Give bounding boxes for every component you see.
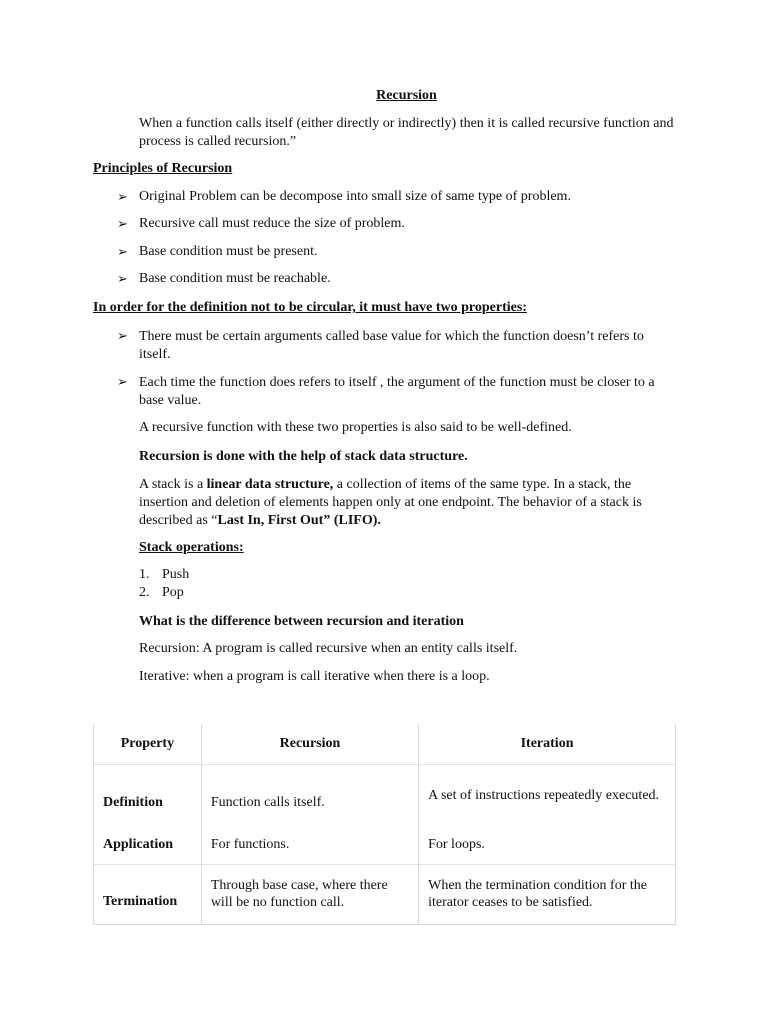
- table-header-row: [94, 724, 676, 764]
- table-cell: A set of instructions repeatedly executed.: [419, 764, 676, 826]
- stack-operations-list: [139, 567, 239, 603]
- row-label: Termination: [94, 864, 202, 924]
- arrow-bullet-icon: ➢: [117, 271, 128, 286]
- intro-paragraph: When a function calls itself (either directly or indirectly) then it is called recursive function and process is called recursion.”: [139, 116, 674, 149]
- table-row: [94, 864, 676, 924]
- list-number: 2.: [139, 585, 150, 600]
- header-recursion: Recursion: [201, 724, 418, 764]
- table-cell: For loops.: [419, 826, 676, 864]
- table-row: [94, 764, 676, 826]
- table-cell: When the termination condition for the iterator ceases to be satisfied.: [419, 864, 676, 924]
- list-item-text: Pop: [162, 585, 184, 600]
- arrow-bullet-icon: ➢: [117, 244, 128, 259]
- arrow-bullet-icon: ➢: [117, 216, 128, 231]
- stack-desc-lifo: Last In, First Out” (LIFO).: [217, 513, 381, 528]
- stack-desc-text: A stack is a: [139, 477, 207, 492]
- list-item-text: Base condition must be present.: [139, 244, 318, 259]
- list-item-text: Push: [162, 567, 190, 582]
- iterative-definition-line: Iterative: when a program is call iterative when there is a loop.: [139, 669, 490, 684]
- table-row: [94, 826, 676, 864]
- arrow-bullet-icon: ➢: [117, 328, 128, 343]
- header-iteration: Iteration: [419, 724, 676, 764]
- list-item-text: Each time the function does refers to itself , the argument of the function must be closer to a base value.: [139, 375, 655, 408]
- difference-heading: What is the difference between recursion and iteration: [139, 614, 464, 629]
- table-cell: Function calls itself.: [201, 764, 418, 826]
- principles-heading: Principles of Recursion: [93, 161, 233, 176]
- row-label: Definition: [94, 764, 202, 826]
- list-item-text: Base condition must be reachable.: [139, 271, 331, 286]
- stack-desc-bold: linear data structure,: [206, 477, 334, 492]
- stack-operations-heading: Stack operations:: [139, 540, 244, 555]
- list-number: 1.: [139, 567, 150, 582]
- row-label: Application: [94, 826, 202, 864]
- comparison-table: [93, 724, 676, 925]
- recursion-definition-line: Recursion: A program is called recursive when an entity calls itself.: [139, 641, 518, 656]
- stack-desc-text-2: a collection of items of the same type. In a stack, the insertion and deletion of elements happen only at one endpoint. The behavior of a stack is described as “: [139, 477, 642, 528]
- well-defined-note: A recursive function with these two properties is also said to be well-defined.: [139, 420, 572, 435]
- header-property: Property: [94, 724, 202, 764]
- list-item-text: There must be certain arguments called base value for which the function doesn’t refers to itself.: [139, 329, 644, 362]
- list-item-text: Original Problem can be decompose into small size of same type of problem.: [139, 189, 571, 204]
- arrow-bullet-icon: ➢: [117, 189, 128, 204]
- stack-statement: Recursion is done with the help of stack data structure.: [139, 449, 468, 464]
- table-cell: Through base case, where there will be no function call.: [201, 864, 418, 924]
- page-title: Recursion: [376, 88, 437, 103]
- stack-description: [139, 476, 679, 530]
- properties-heading: In order for the definition not to be circular, it must have two properties:: [93, 300, 527, 315]
- table-cell: For functions.: [201, 826, 418, 864]
- list-item-text: Recursive call must reduce the size of problem.: [139, 216, 405, 231]
- arrow-bullet-icon: ➢: [117, 374, 128, 389]
